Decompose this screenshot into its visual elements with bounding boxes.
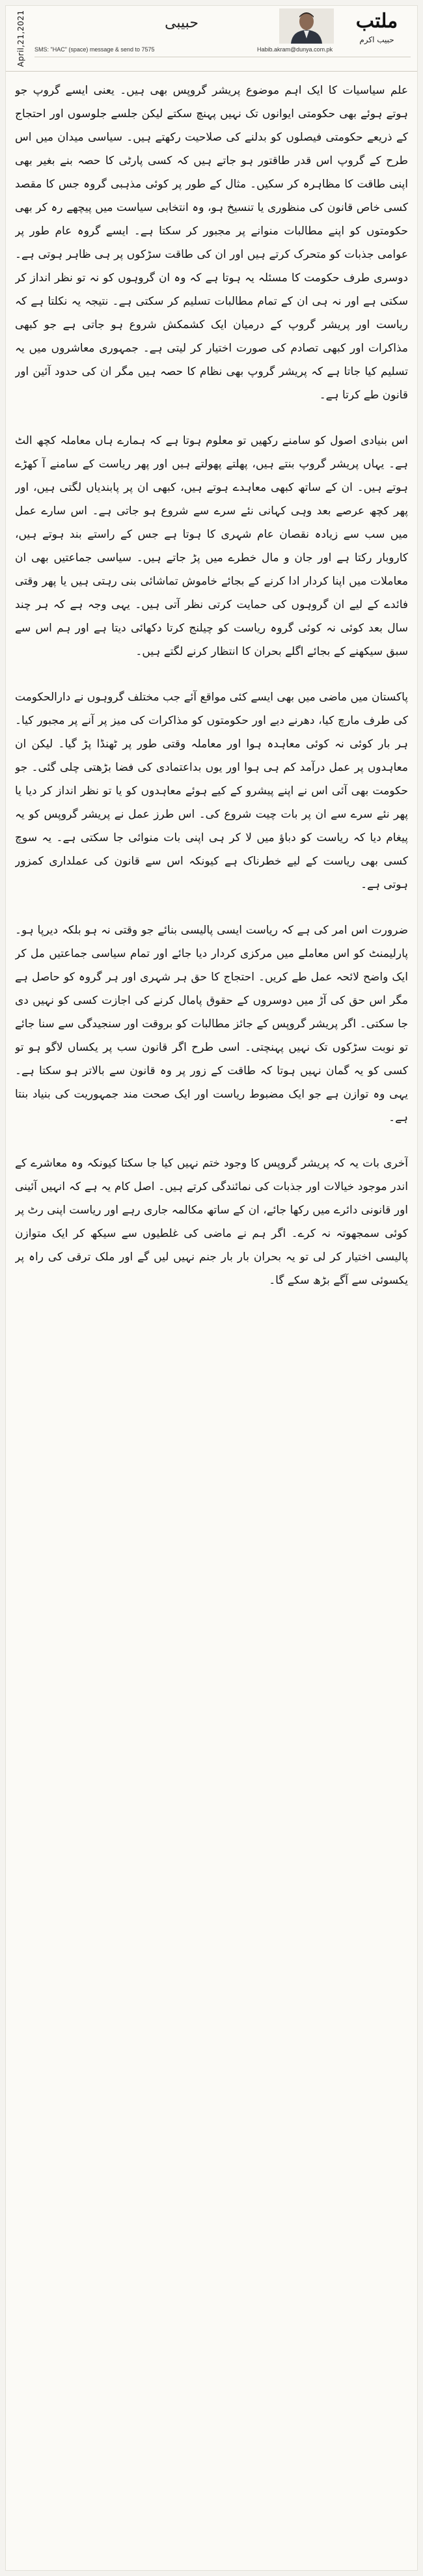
column-header <box>6 6 417 72</box>
author-portrait-icon <box>279 8 334 44</box>
author-name: حبیب اکرم <box>359 35 394 44</box>
publish-date: April,21,2021 <box>16 10 25 67</box>
article-body <box>15 79 408 2546</box>
newspaper-column <box>5 5 418 2571</box>
article-paragraph: اس بنیادی اصول کو سامنے رکھیں تو معلوم ہوتا ہے کہ ہمارے ہاں معاملہ کچھ الٹ ہے۔ یہاں پریشر گروپ بنتے ہیں، پھلتے پھولتے ہیں اور پھر ریاست کے سامنے آ کھڑے ہوتے ہیں۔ ان کے ساتھ کبھی معاہدے ہوتے ہیں، کبھی ان پر پابندیاں لگتی ہیں، اور پھر کچھ عرصے بعد وہی کہانی نئے سرے سے شروع ہو جاتی ہے۔ اس سارے عمل میں سب سے زیادہ نقصان عام شہری کا ہوتا ہے جس کے راستے بند ہوتے ہیں، کاروبار رکتا ہے اور جان و مال خطرے میں پڑ جاتے ہیں۔ سیاسی جماعتیں بھی ان معاملات میں اپنا کردار ادا کرنے کے بجائے خاموش تماشائی بنی رہتی ہیں یا پھر وقتی فائدے کے لیے ان گروہوں کی حمایت کرتی نظر آتی ہیں۔ یہی وجہ ہے کہ ہر چند سال بعد کوئی نہ کوئی گروہ ریاست کو چیلنج کرتا دکھائی دیتا ہے اور ہم اس سے سبق سیکھنے کے بجائے اگلے بحران کا انتظار کرنے لگتے ہیں۔ <box>15 434 408 658</box>
author-email: Habib.akram@dunya.com.pk <box>257 46 333 53</box>
author-photo <box>279 8 334 44</box>
sms-instructions: SMS: "HAC" (space) message & send to 7575 <box>34 46 155 53</box>
article-paragraph: علم سیاسیات کا ایک اہم موضوع پریشر گروپس بھی ہیں۔ یعنی ایسے گروپ جو ہوتے ہوئے بھی حکومتی ایوانوں تک نہیں پہنچ سکتے لیکن جلسے جلوسوں اور احتجاج کے ذریعے حکومتی فیصلوں کو بدلنے کی صلاحیت رکھتے ہیں۔ سیاسی میدان میں اس طرح کے گروپ اس قدر طاقتور ہو جاتے ہیں کہ کسی پارٹی کا حصہ بنے بغیر بھی اپنی طاقت کا مظاہرہ کر سکیں۔ مثال کے طور پر کوئی مذہبی گروہ جس کا مقصد کسی خاص قانون کی منظوری یا تنسیخ ہو، وہ انتخابی سیاست میں پیچھے رہ کر بھی حکومتوں کو اپنے مطالبات منوانے پر مجبور کر سکتا ہے۔ ایسے گروہ عام طور پر عوامی جذبات کو متحرک کرتے ہیں اور ان کی طاقت سڑکوں پر ہی ظاہر ہوتی ہے۔ دوسری طرف حکومت کا مسئلہ یہ ہوتا ہے کہ وہ ان گروہوں کو نہ تو نظر انداز کر سکتی ہے اور نہ ہی ان کے تمام مطالبات تسلیم کر سکتی ہے۔ نتیجہ یہ نکلتا ہے کہ ریاست اور پریشر گروپ کے درمیان ایک کشمکش شروع ہو جاتی ہے جو کبھی مذاکرات اور کبھی تصادم کی صورت اختیار کر لیتی ہے۔ جمہوری معاشروں میں یہ تسلیم کیا جاتا ہے کہ پریشر گروپ بھی نظام کا حصہ ہیں مگر ان کی حدود آئین اور قانون طے کرتا ہے۔ <box>15 84 408 402</box>
article-paragraph: ضرورت اس امر کی ہے کہ ریاست ایسی پالیسی بنائے جو وقتی نہ ہو بلکہ دیرپا ہو۔ پارلیمنٹ کو اس معاملے میں مرکزی کردار دیا جائے اور تمام سیاسی جماعتیں مل کر ایک واضح لائحہ عمل طے کریں۔ احتجاج کا حق ہر شہری اور ہر گروہ کو حاصل ہے مگر اس حق کی آڑ میں دوسروں کے حقوق پامال کرنے کی اجازت کسی کو نہیں دی جا سکتی۔ اگر پریشر گروپس کے جائز مطالبات کو بروقت اور سنجیدگی سے سنا جائے تو نوبت سڑکوں تک نہیں پہنچتی۔ اسی طرح اگر قانون سب پر یکساں لاگو ہو تو کسی کو یہ گمان نہیں ہوتا کہ طاقت کے زور پر وہ قانون سے بالاتر ہو سکتا ہے۔ یہی وہ توازن ہے جو ایک مضبوط ریاست اور ایک صحت مند جمہوریت کی بنیاد بنتا ہے۔ <box>15 924 408 1124</box>
article-paragraph: پاکستان میں ماضی میں بھی ایسے کئی مواقع آئے جب مختلف گروہوں نے دارالحکومت کی طرف مارچ کیا، دھرنے دیے اور حکومتوں کو مذاکرات کی میز پر آنے پر مجبور کیا۔ ہر بار کوئی نہ کوئی معاہدہ ہوا اور معاملہ وقتی طور پر ٹھنڈا پڑ گیا۔ لیکن ان معاہدوں پر عمل درآمد کم ہی ہوا اور یوں بداعتمادی کی فضا بڑھتی چلی گئی۔ جو حکومت بھی آئی اس نے اپنے پیشرو کے کیے ہوئے معاہدوں کو یا تو نظر انداز کر دیا یا پھر نئے سرے سے ان پر بات چیت شروع کی۔ اس طرز عمل نے پریشر گروپس کو یہ پیغام دیا کہ ریاست کو دباؤ میں لا کر ہی اپنی بات منوائی جا سکتی ہے۔ یہ سوچ کسی بھی ریاست کے لیے خطرناک ہے کیونکہ اس سے قانون کی عملداری کمزور ہوتی ہے۔ <box>15 691 408 891</box>
column-title: حبیبی <box>165 15 198 31</box>
article-paragraph: آخری بات یہ کہ پریشر گروپس کا وجود ختم نہیں کیا جا سکتا کیونکہ وہ معاشرے کے اندر موجود خیالات اور جذبات کی نمائندگی کرتے ہیں۔ اصل کام یہ ہے کہ انہیں آئینی اور قانونی دائرے میں رکھا جائے، ان کے ساتھ مکالمہ جاری رہے اور ریاست اپنی رٹ پر کوئی سمجھوتہ نہ کرے۔ اگر ہم نے ماضی کی غلطیوں سے سیکھ کر ایک متوازن پالیسی اختیار کر لی تو یہ بحران بار بار جنم نہیں لیں گے اور ملک ترقی کی راہ پر یکسوئی سے آگے بڑھ سکے گا۔ <box>15 1157 408 1287</box>
logo-text: ملتب <box>355 10 398 33</box>
date-strip <box>12 8 29 68</box>
column-logo <box>341 8 413 59</box>
